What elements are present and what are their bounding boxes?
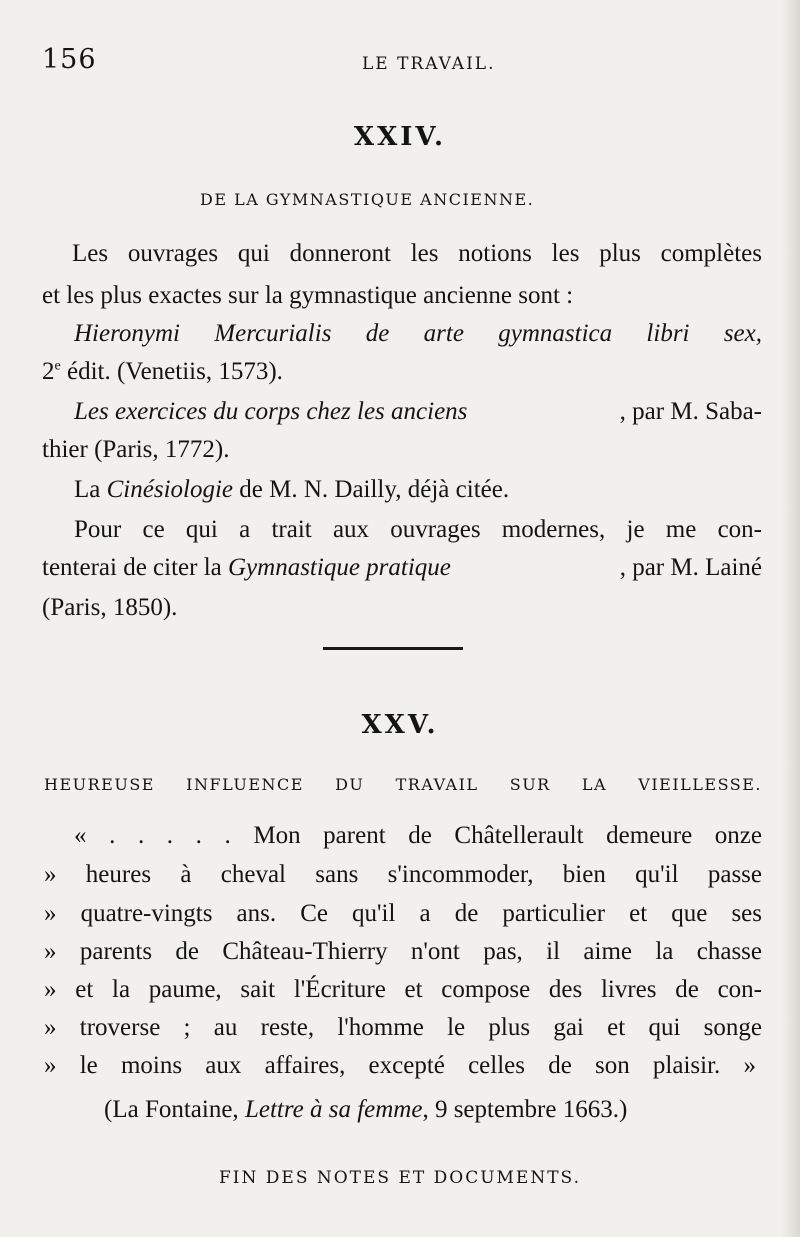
quote-line: » troverse ; au reste, l'homme le plus gai et qui songe <box>44 1014 762 1041</box>
page-edge-shadow <box>782 0 800 1237</box>
paragraph-line: thier (Paris, 1772). <box>42 436 230 463</box>
quote-line: « . . . . . Mon parent de Châtellerault demeure onze <box>74 822 762 849</box>
quote-line: » le moins aux affaires, excepté celles de son plaisir. » <box>44 1052 756 1079</box>
section-heading-24: DE LA GYMNASTIQUE ANCIENNE. <box>200 190 535 209</box>
end-note: FIN DES NOTES ET DOCUMENTS. <box>218 1168 582 1188</box>
section-divider <box>323 647 463 650</box>
author-fragment: , par M. Saba- <box>619 398 762 425</box>
citation: (La Fontaine, Lettre à sa femme, 9 septembre 1663.) <box>104 1096 628 1123</box>
paragraph-line: tenterai de citer la Gymnastique pratique , par M. Lainé <box>42 554 762 581</box>
paragraph-line: La Cinésiologie de M. N. Dailly, déjà citée. <box>74 476 510 503</box>
section-numeral-25: XXV. <box>361 710 439 740</box>
book-title-exercices: Les exercices du corps chez les anciens <box>74 398 468 425</box>
edition-number: 2 <box>42 358 55 385</box>
paragraph-line: Hieronymi Mercurialis de arte gymnastica libri sex, <box>74 320 762 347</box>
running-title: LE TRAVAIL. <box>362 54 496 74</box>
running-head <box>42 44 762 84</box>
paragraph-line: et les plus exactes sur la gymnastique ancienne sont : <box>42 282 574 309</box>
citation-title: Lettre à sa femme <box>244 1096 423 1123</box>
book-title-cinesiologie: Cinésiologie <box>106 476 234 503</box>
quote-line: » et la paume, sait l'Écriture et compose des livres de con- <box>44 976 762 1003</box>
paragraph-line: Pour ce qui a trait aux ouvrages modernes, je me con- <box>74 516 762 543</box>
quote-line: » heures à cheval sans s'incommoder, bien qu'il passe <box>44 861 762 888</box>
quote-line: » parents de Château-Thierry n'ont pas, il aime la chasse <box>44 938 762 965</box>
book-title-gymnastique: Gymnastique pratique <box>228 554 451 581</box>
paragraph-line: Les ouvrages qui donneront les notions les plus complètes <box>72 240 762 267</box>
page-number: 156 <box>42 44 97 75</box>
edition-text: édit. (Venetiis, 1573). <box>66 358 283 385</box>
section-heading-25: HEUREUSE INFLUENCE DU TRAVAIL SUR LA VIEILLESSE. <box>44 775 762 794</box>
paragraph-line <box>74 398 762 426</box>
edition-superscript: e <box>54 358 61 374</box>
section-numeral-24: XXIV. <box>353 122 447 152</box>
quote-line: » quatre-vingts ans. Ce qu'il a de particulier et que ses <box>44 900 762 927</box>
paragraph-line: (Paris, 1850). <box>42 594 178 621</box>
paragraph-line <box>42 358 283 386</box>
